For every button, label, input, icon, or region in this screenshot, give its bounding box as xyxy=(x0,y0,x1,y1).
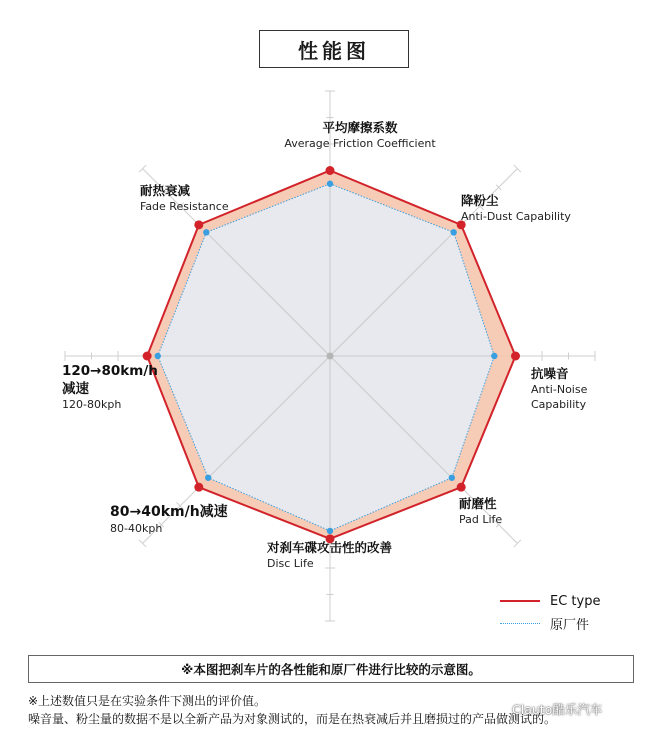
point-ec-7 xyxy=(194,220,203,229)
point-oem-7 xyxy=(203,229,209,235)
axis-label-disc-life: 对刹车碟攻击性的改善 Disc Life xyxy=(267,540,393,570)
note-box: ※本图把刹车片的各性能和原厂件进行比较的示意图。 xyxy=(28,655,634,683)
axis-label-fade: 耐热衰减 Fade Resistance xyxy=(140,183,229,213)
axis-label-120-80: 120→80km/h减速 120-80kph xyxy=(62,363,158,412)
point-ec-0 xyxy=(326,166,335,175)
point-oem-3 xyxy=(449,475,455,481)
point-oem-0 xyxy=(327,181,333,187)
point-ec-5 xyxy=(194,483,203,492)
legend-swatch-ec xyxy=(500,600,540,602)
point-ec-2 xyxy=(511,352,520,361)
legend-swatch-oem xyxy=(500,623,540,624)
legend xyxy=(500,590,600,634)
page-title: 性能图 xyxy=(259,30,409,68)
legend-label-oem: 原厂件 xyxy=(550,617,590,633)
legend-label-ec: EC type xyxy=(550,593,601,609)
center-dot xyxy=(327,353,334,360)
axis-label-anti-dust: 降粉尘 Anti-Dust Capability xyxy=(461,193,571,223)
point-ec-6 xyxy=(143,352,152,361)
point-oem-5 xyxy=(205,475,211,481)
point-ec-3 xyxy=(457,483,466,492)
point-oem-4 xyxy=(327,528,333,534)
footnote-2: 噪音量、粉尘量的数据不是以全新产品为对象测试的，而是在热衰减后并且磨损过的产品做测试的。 xyxy=(28,712,557,726)
legend-item-oem xyxy=(500,612,600,634)
footnote-1: ※上述数值只是在实验条件下测出的评价值。 xyxy=(28,694,267,708)
watermark: Clauto酷乐汽车 xyxy=(512,702,603,717)
point-oem-1 xyxy=(450,229,456,235)
axis-label-anti-noise: 抗噪音 Anti-Noise Capability xyxy=(531,366,588,411)
axis-label-friction: 平均摩擦系数 Average Friction Coefficient xyxy=(284,120,436,150)
axis-label-pad-life: 耐磨性 Pad Life xyxy=(459,496,503,526)
legend-item-ec xyxy=(500,590,600,612)
axis-label-80-40: 80→40km/h减速 80-40kph xyxy=(110,504,228,535)
point-oem-2 xyxy=(491,353,497,359)
point-oem-6 xyxy=(155,353,161,359)
